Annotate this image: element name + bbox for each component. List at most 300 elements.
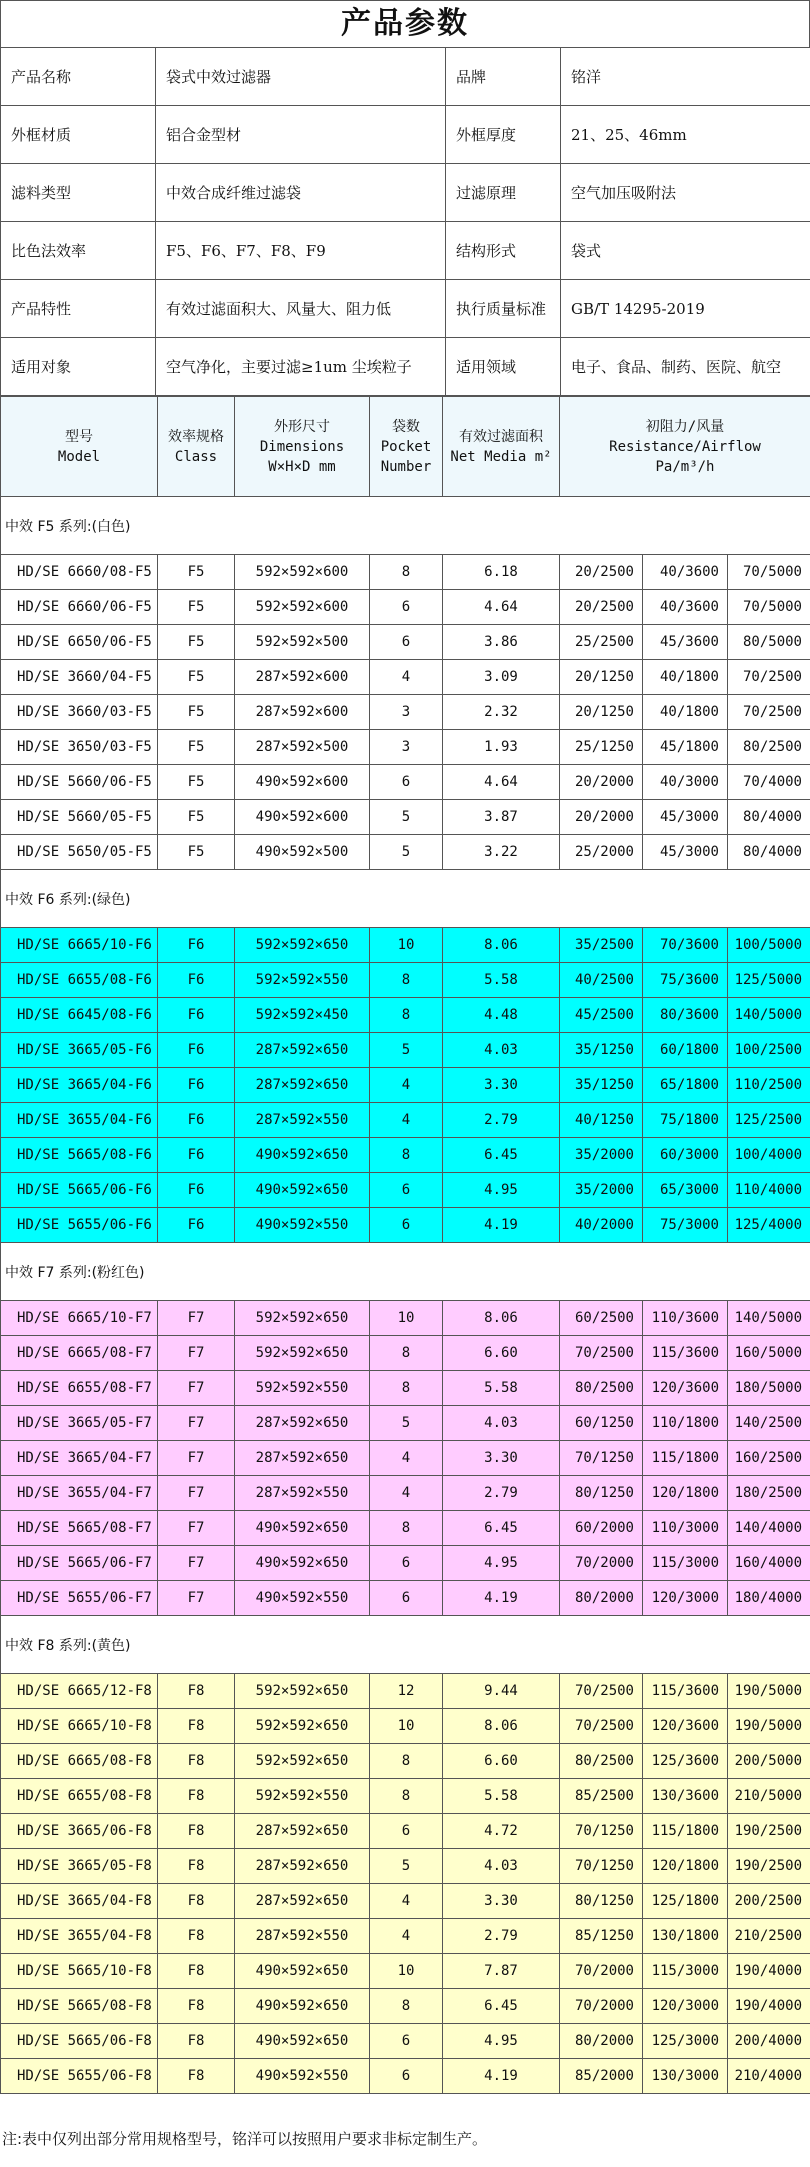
cell-model: HD/SE 5665/06-F8 — [1, 2024, 158, 2059]
cell-resistance-2: 40/3000 — [643, 765, 728, 800]
cell-resistance-2: 125/1800 — [643, 1884, 728, 1919]
cell-net-media: 6.60 — [443, 1744, 560, 1779]
cell-model: HD/SE 5660/06-F5 — [1, 765, 158, 800]
cell-pocket: 8 — [370, 1744, 443, 1779]
cell-resistance-2: 115/3600 — [643, 1336, 728, 1371]
cell-net-media: 2.32 — [443, 695, 560, 730]
info-value: 21、25、46mm — [561, 106, 810, 164]
cell-pocket: 8 — [370, 1138, 443, 1173]
cell-model: HD/SE 6660/08-F5 — [1, 555, 158, 590]
cell-class: F7 — [158, 1301, 235, 1336]
cell-net-media: 4.48 — [443, 998, 560, 1033]
cell-resistance-1: 20/2000 — [560, 765, 643, 800]
cell-net-media: 4.03 — [443, 1849, 560, 1884]
table-row — [1, 1814, 810, 1849]
table-row — [1, 555, 810, 590]
cell-resistance-1: 25/2500 — [560, 625, 643, 660]
cell-resistance-2: 45/1800 — [643, 730, 728, 765]
table-row — [1, 2059, 810, 2094]
table-row — [1, 1581, 810, 1616]
cell-dimensions: 490×592×550 — [235, 2059, 370, 2094]
info-label: 产品特性 — [1, 280, 156, 338]
table-row — [1, 928, 810, 963]
cell-resistance-1: 70/1250 — [560, 1441, 643, 1476]
cell-resistance-2: 130/1800 — [643, 1919, 728, 1954]
cell-class: F8 — [158, 1674, 235, 1709]
cell-class: F8 — [158, 1849, 235, 1884]
info-value: 中效合成纤维过滤袋 — [156, 164, 446, 222]
cell-resistance-3: 210/4000 — [728, 2059, 810, 2094]
cell-model: HD/SE 5655/06-F8 — [1, 2059, 158, 2094]
cell-class: F6 — [158, 1068, 235, 1103]
series-header-row — [1, 1243, 810, 1301]
cell-model: HD/SE 3665/04-F7 — [1, 1441, 158, 1476]
cell-resistance-2: 45/3600 — [643, 625, 728, 660]
cell-pocket: 10 — [370, 1954, 443, 1989]
cell-class: F8 — [158, 2059, 235, 2094]
table-row — [1, 1744, 810, 1779]
info-value: 空气加压吸附法 — [561, 164, 810, 222]
cell-class: F8 — [158, 1814, 235, 1849]
cell-class: F8 — [158, 1954, 235, 1989]
cell-resistance-1: 40/1250 — [560, 1103, 643, 1138]
cell-pocket: 8 — [370, 1511, 443, 1546]
cell-pocket: 3 — [370, 695, 443, 730]
cell-model: HD/SE 5665/10-F8 — [1, 1954, 158, 1989]
cell-pocket: 6 — [370, 765, 443, 800]
cell-dimensions: 490×592×650 — [235, 1989, 370, 2024]
cell-pocket: 10 — [370, 1301, 443, 1336]
spec-table — [0, 396, 810, 2094]
cell-class: F5 — [158, 660, 235, 695]
cell-model: HD/SE 3660/04-F5 — [1, 660, 158, 695]
cell-resistance-2: 125/3600 — [643, 1744, 728, 1779]
cell-resistance-2: 45/3000 — [643, 800, 728, 835]
info-value: F5、F6、F7、F8、F9 — [156, 222, 446, 280]
cell-pocket: 6 — [370, 1546, 443, 1581]
cell-resistance-3: 190/5000 — [728, 1709, 810, 1744]
cell-model: HD/SE 3665/05-F8 — [1, 1849, 158, 1884]
basic-info-table — [0, 47, 810, 396]
info-row — [1, 106, 810, 164]
cell-resistance-1: 85/2500 — [560, 1779, 643, 1814]
table-row — [1, 2024, 810, 2059]
cell-class: F5 — [158, 555, 235, 590]
cell-resistance-2: 115/1800 — [643, 1814, 728, 1849]
series-header-row — [1, 497, 810, 555]
cell-pocket: 8 — [370, 963, 443, 998]
cell-resistance-3: 160/2500 — [728, 1441, 810, 1476]
cell-pocket: 6 — [370, 1208, 443, 1243]
cell-resistance-3: 140/5000 — [728, 998, 810, 1033]
cell-model: HD/SE 5665/06-F6 — [1, 1173, 158, 1208]
cell-resistance-3: 110/2500 — [728, 1068, 810, 1103]
table-row — [1, 1476, 810, 1511]
cell-resistance-2: 120/3600 — [643, 1371, 728, 1406]
cell-dimensions: 592×592×550 — [235, 1371, 370, 1406]
cell-dimensions: 490×592×550 — [235, 1581, 370, 1616]
cell-resistance-2: 65/1800 — [643, 1068, 728, 1103]
cell-resistance-1: 70/1250 — [560, 1849, 643, 1884]
series-label: 中效 F8 系列:(黄色) — [1, 1616, 810, 1674]
cell-model: HD/SE 6655/08-F8 — [1, 1779, 158, 1814]
cell-pocket: 3 — [370, 730, 443, 765]
cell-net-media: 8.06 — [443, 1301, 560, 1336]
cell-pocket: 4 — [370, 1441, 443, 1476]
cell-resistance-1: 25/2000 — [560, 835, 643, 870]
cell-pocket: 4 — [370, 1103, 443, 1138]
cell-resistance-3: 190/4000 — [728, 1954, 810, 1989]
cell-resistance-2: 115/3600 — [643, 1674, 728, 1709]
cell-resistance-1: 80/2500 — [560, 1744, 643, 1779]
cell-net-media: 5.58 — [443, 1371, 560, 1406]
cell-resistance-1: 70/2000 — [560, 1989, 643, 2024]
cell-dimensions: 287×592×650 — [235, 1814, 370, 1849]
cell-net-media: 5.58 — [443, 1779, 560, 1814]
cell-resistance-3: 190/2500 — [728, 1814, 810, 1849]
cell-pocket: 6 — [370, 1581, 443, 1616]
table-row — [1, 1849, 810, 1884]
cell-class: F8 — [158, 1709, 235, 1744]
info-label: 执行质量标准 — [446, 280, 561, 338]
series-header-row — [1, 1616, 810, 1674]
cell-resistance-3: 70/5000 — [728, 590, 810, 625]
cell-net-media: 3.22 — [443, 835, 560, 870]
info-value: GB/T 14295-2019 — [561, 280, 810, 338]
cell-resistance-1: 40/2000 — [560, 1208, 643, 1243]
cell-pocket: 8 — [370, 1989, 443, 2024]
cell-resistance-2: 125/3000 — [643, 2024, 728, 2059]
cell-pocket: 12 — [370, 1674, 443, 1709]
table-row — [1, 660, 810, 695]
cell-net-media: 4.95 — [443, 1173, 560, 1208]
cell-net-media: 5.58 — [443, 963, 560, 998]
cell-resistance-3: 210/5000 — [728, 1779, 810, 1814]
cell-resistance-2: 120/3600 — [643, 1709, 728, 1744]
cell-resistance-2: 45/3000 — [643, 835, 728, 870]
cell-resistance-3: 180/4000 — [728, 1581, 810, 1616]
cell-resistance-1: 20/1250 — [560, 695, 643, 730]
cell-net-media: 6.18 — [443, 555, 560, 590]
cell-resistance-3: 80/4000 — [728, 835, 810, 870]
table-row — [1, 1441, 810, 1476]
cell-resistance-1: 70/2500 — [560, 1709, 643, 1744]
table-row — [1, 998, 810, 1033]
cell-net-media: 1.93 — [443, 730, 560, 765]
cell-model: HD/SE 3655/04-F6 — [1, 1103, 158, 1138]
cell-dimensions: 592×592×650 — [235, 928, 370, 963]
cell-resistance-3: 70/2500 — [728, 660, 810, 695]
cell-dimensions: 287×592×550 — [235, 1919, 370, 1954]
info-label: 品牌 — [446, 48, 561, 106]
cell-resistance-1: 35/2000 — [560, 1138, 643, 1173]
cell-class: F7 — [158, 1511, 235, 1546]
cell-pocket: 8 — [370, 1779, 443, 1814]
cell-model: HD/SE 5655/06-F6 — [1, 1208, 158, 1243]
cell-pocket: 5 — [370, 835, 443, 870]
cell-resistance-3: 180/5000 — [728, 1371, 810, 1406]
cell-model: HD/SE 3665/04-F6 — [1, 1068, 158, 1103]
info-value: 空气净化，主要过滤≥1um 尘埃粒子 — [156, 338, 446, 396]
cell-dimensions: 592×592×650 — [235, 1709, 370, 1744]
table-row — [1, 1511, 810, 1546]
cell-resistance-3: 140/2500 — [728, 1406, 810, 1441]
cell-net-media: 4.95 — [443, 1546, 560, 1581]
cell-pocket: 5 — [370, 1406, 443, 1441]
cell-class: F6 — [158, 1033, 235, 1068]
cell-resistance-3: 100/2500 — [728, 1033, 810, 1068]
cell-pocket: 5 — [370, 1033, 443, 1068]
cell-model: HD/SE 6665/10-F7 — [1, 1301, 158, 1336]
cell-resistance-3: 80/5000 — [728, 625, 810, 660]
cell-resistance-1: 35/2000 — [560, 1173, 643, 1208]
cell-net-media: 4.19 — [443, 1581, 560, 1616]
cell-resistance-2: 70/3600 — [643, 928, 728, 963]
info-label: 外框材质 — [1, 106, 156, 164]
cell-net-media: 3.30 — [443, 1068, 560, 1103]
cell-dimensions: 287×592×600 — [235, 660, 370, 695]
cell-model: HD/SE 3655/04-F7 — [1, 1476, 158, 1511]
cell-resistance-1: 25/1250 — [560, 730, 643, 765]
info-label: 适用领域 — [446, 338, 561, 396]
cell-resistance-1: 80/2500 — [560, 1371, 643, 1406]
cell-net-media: 6.45 — [443, 1989, 560, 2024]
cell-net-media: 6.60 — [443, 1336, 560, 1371]
cell-resistance-1: 60/1250 — [560, 1406, 643, 1441]
cell-model: HD/SE 6665/10-F8 — [1, 1709, 158, 1744]
cell-resistance-1: 70/1250 — [560, 1814, 643, 1849]
cell-model: HD/SE 5660/05-F5 — [1, 800, 158, 835]
cell-class: F8 — [158, 1919, 235, 1954]
cell-model: HD/SE 3650/03-F5 — [1, 730, 158, 765]
cell-resistance-2: 115/3000 — [643, 1546, 728, 1581]
cell-net-media: 3.30 — [443, 1884, 560, 1919]
cell-dimensions: 287×592×600 — [235, 695, 370, 730]
cell-dimensions: 490×592×500 — [235, 835, 370, 870]
cell-resistance-2: 110/3600 — [643, 1301, 728, 1336]
cell-pocket: 8 — [370, 1371, 443, 1406]
cell-resistance-3: 160/4000 — [728, 1546, 810, 1581]
cell-class: F6 — [158, 1103, 235, 1138]
cell-net-media: 3.86 — [443, 625, 560, 660]
cell-dimensions: 490×592×600 — [235, 765, 370, 800]
cell-pocket: 8 — [370, 998, 443, 1033]
cell-resistance-3: 70/2500 — [728, 695, 810, 730]
cell-model: HD/SE 3665/06-F8 — [1, 1814, 158, 1849]
table-row — [1, 1954, 810, 1989]
cell-class: F6 — [158, 998, 235, 1033]
cell-model: HD/SE 5650/05-F5 — [1, 835, 158, 870]
cell-resistance-2: 120/3000 — [643, 1581, 728, 1616]
cell-resistance-3: 100/5000 — [728, 928, 810, 963]
cell-pocket: 6 — [370, 2024, 443, 2059]
cell-resistance-2: 65/3000 — [643, 1173, 728, 1208]
cell-resistance-2: 75/3600 — [643, 963, 728, 998]
cell-resistance-1: 85/1250 — [560, 1919, 643, 1954]
cell-dimensions: 592×592×550 — [235, 963, 370, 998]
cell-resistance-3: 190/5000 — [728, 1674, 810, 1709]
info-label: 滤料类型 — [1, 164, 156, 222]
info-label: 适用对象 — [1, 338, 156, 396]
cell-model: HD/SE 3665/05-F7 — [1, 1406, 158, 1441]
table-row — [1, 1779, 810, 1814]
cell-model: HD/SE 6655/08-F7 — [1, 1371, 158, 1406]
cell-pocket: 4 — [370, 660, 443, 695]
info-value: 铝合金型材 — [156, 106, 446, 164]
cell-model: HD/SE 6650/06-F5 — [1, 625, 158, 660]
cell-resistance-2: 40/1800 — [643, 660, 728, 695]
cell-pocket: 8 — [370, 1336, 443, 1371]
info-label: 过滤原理 — [446, 164, 561, 222]
cell-dimensions: 287×592×650 — [235, 1441, 370, 1476]
cell-dimensions: 490×592×600 — [235, 800, 370, 835]
table-row — [1, 1884, 810, 1919]
cell-dimensions: 490×592×650 — [235, 1546, 370, 1581]
cell-resistance-1: 80/1250 — [560, 1476, 643, 1511]
spec-table-header — [1, 397, 810, 497]
cell-model: HD/SE 6665/10-F6 — [1, 928, 158, 963]
cell-dimensions: 592×592×650 — [235, 1301, 370, 1336]
cell-resistance-2: 110/1800 — [643, 1406, 728, 1441]
cell-class: F6 — [158, 1138, 235, 1173]
cell-resistance-2: 40/3600 — [643, 555, 728, 590]
cell-model: HD/SE 3655/04-F8 — [1, 1919, 158, 1954]
cell-net-media: 4.72 — [443, 1814, 560, 1849]
info-value: 有效过滤面积大、风量大、阻力低 — [156, 280, 446, 338]
cell-dimensions: 592×592×550 — [235, 1779, 370, 1814]
cell-resistance-1: 60/2500 — [560, 1301, 643, 1336]
table-row — [1, 730, 810, 765]
cell-resistance-2: 80/3600 — [643, 998, 728, 1033]
cell-net-media: 6.45 — [443, 1511, 560, 1546]
cell-dimensions: 490×592×650 — [235, 1954, 370, 1989]
cell-resistance-2: 120/1800 — [643, 1476, 728, 1511]
cell-net-media: 8.06 — [443, 1709, 560, 1744]
cell-resistance-3: 200/5000 — [728, 1744, 810, 1779]
cell-dimensions: 592×592×650 — [235, 1674, 370, 1709]
series-label: 中效 F5 系列:(白色) — [1, 497, 810, 555]
cell-class: F5 — [158, 730, 235, 765]
cell-resistance-2: 130/3600 — [643, 1779, 728, 1814]
cell-net-media: 4.64 — [443, 590, 560, 625]
cell-class: F7 — [158, 1406, 235, 1441]
cell-resistance-3: 125/2500 — [728, 1103, 810, 1138]
cell-resistance-1: 40/2500 — [560, 963, 643, 998]
cell-dimensions: 490×592×650 — [235, 1173, 370, 1208]
table-row — [1, 1406, 810, 1441]
cell-resistance-1: 20/2500 — [560, 555, 643, 590]
cell-resistance-1: 70/2500 — [560, 1336, 643, 1371]
cell-pocket: 6 — [370, 2059, 443, 2094]
cell-class: F5 — [158, 800, 235, 835]
cell-model: HD/SE 5665/06-F7 — [1, 1546, 158, 1581]
cell-resistance-1: 35/1250 — [560, 1068, 643, 1103]
cell-model: HD/SE 6665/12-F8 — [1, 1674, 158, 1709]
cell-pocket: 8 — [370, 555, 443, 590]
table-row — [1, 800, 810, 835]
info-row — [1, 222, 810, 280]
cell-class: F7 — [158, 1371, 235, 1406]
cell-resistance-2: 115/3000 — [643, 1954, 728, 1989]
cell-model: HD/SE 3660/03-F5 — [1, 695, 158, 730]
cell-resistance-3: 190/2500 — [728, 1849, 810, 1884]
cell-class: F6 — [158, 1173, 235, 1208]
cell-class: F8 — [158, 1989, 235, 2024]
cell-class: F8 — [158, 1884, 235, 1919]
cell-class: F7 — [158, 1581, 235, 1616]
info-value: 袋式中效过滤器 — [156, 48, 446, 106]
cell-resistance-1: 80/2000 — [560, 1581, 643, 1616]
cell-resistance-2: 110/3000 — [643, 1511, 728, 1546]
cell-dimensions: 287×592×650 — [235, 1068, 370, 1103]
cell-net-media: 6.45 — [443, 1138, 560, 1173]
table-row — [1, 590, 810, 625]
cell-resistance-2: 75/1800 — [643, 1103, 728, 1138]
table-row — [1, 1103, 810, 1138]
cell-resistance-1: 70/2000 — [560, 1546, 643, 1581]
cell-net-media: 2.79 — [443, 1476, 560, 1511]
info-row — [1, 164, 810, 222]
cell-class: F5 — [158, 695, 235, 730]
cell-dimensions: 490×592×650 — [235, 1138, 370, 1173]
cell-class: F5 — [158, 625, 235, 660]
header-dimensions: 外形尺寸 Dimensions W×H×D mm — [235, 397, 370, 497]
cell-dimensions: 287×592×650 — [235, 1849, 370, 1884]
cell-resistance-3: 80/4000 — [728, 800, 810, 835]
table-row — [1, 695, 810, 730]
cell-model: HD/SE 3665/04-F8 — [1, 1884, 158, 1919]
table-row — [1, 1301, 810, 1336]
cell-net-media: 3.30 — [443, 1441, 560, 1476]
cell-dimensions: 287×592×550 — [235, 1103, 370, 1138]
cell-resistance-1: 20/2500 — [560, 590, 643, 625]
header-pocket: 袋数 Pocket Number — [370, 397, 443, 497]
cell-resistance-1: 20/1250 — [560, 660, 643, 695]
cell-net-media: 4.03 — [443, 1406, 560, 1441]
cell-resistance-1: 70/2000 — [560, 1954, 643, 1989]
cell-resistance-3: 100/4000 — [728, 1138, 810, 1173]
cell-dimensions: 592×592×500 — [235, 625, 370, 660]
cell-pocket: 6 — [370, 1814, 443, 1849]
cell-pocket: 6 — [370, 625, 443, 660]
cell-pocket: 4 — [370, 1476, 443, 1511]
cell-dimensions: 490×592×650 — [235, 1511, 370, 1546]
table-row — [1, 835, 810, 870]
cell-dimensions: 592×592×650 — [235, 1744, 370, 1779]
series-label: 中效 F6 系列:(绿色) — [1, 870, 810, 928]
cell-dimensions: 287×592×650 — [235, 1033, 370, 1068]
cell-pocket: 4 — [370, 1068, 443, 1103]
cell-resistance-3: 80/2500 — [728, 730, 810, 765]
cell-dimensions: 287×592×650 — [235, 1884, 370, 1919]
table-row — [1, 1068, 810, 1103]
info-label: 产品名称 — [1, 48, 156, 106]
cell-class: F5 — [158, 835, 235, 870]
cell-resistance-3: 180/2500 — [728, 1476, 810, 1511]
cell-dimensions: 490×592×550 — [235, 1208, 370, 1243]
info-value: 铭洋 — [561, 48, 810, 106]
cell-dimensions: 287×592×550 — [235, 1476, 370, 1511]
cell-dimensions: 287×592×650 — [235, 1406, 370, 1441]
cell-resistance-3: 140/5000 — [728, 1301, 810, 1336]
info-value: 电子、食品、制药、医院、航空 — [561, 338, 810, 396]
cell-resistance-1: 80/2000 — [560, 2024, 643, 2059]
cell-net-media: 4.95 — [443, 2024, 560, 2059]
info-row — [1, 48, 810, 106]
cell-net-media: 3.09 — [443, 660, 560, 695]
cell-resistance-3: 140/4000 — [728, 1511, 810, 1546]
table-row — [1, 1989, 810, 2024]
